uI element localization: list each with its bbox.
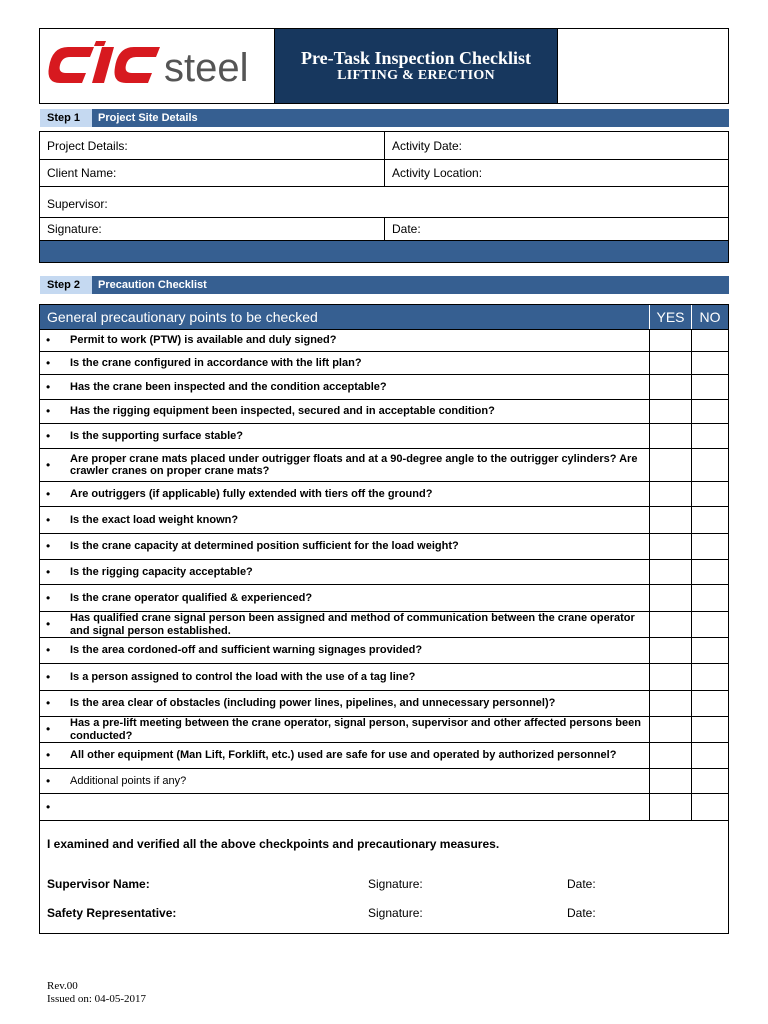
supervisor-date-label[interactable]: Date: <box>567 877 596 891</box>
checklist-rows <box>40 330 728 821</box>
supervisor-field[interactable]: Supervisor: <box>47 197 108 211</box>
bullet-icon: • <box>46 617 51 632</box>
bullet-icon: • <box>46 486 51 501</box>
bullet-icon: • <box>46 379 51 394</box>
checklist-question-text: Is the area cordoned-off and sufficient warning signages provided? <box>70 644 423 657</box>
checklist-row <box>40 612 728 638</box>
yes-checkbox-cell[interactable] <box>649 743 691 768</box>
checklist-question-text: Is the rigging capacity acceptable? <box>70 565 253 578</box>
checklist-question-text: Has the rigging equipment been inspected, secured and in acceptable condition? <box>70 405 495 418</box>
verification-section <box>40 821 728 933</box>
no-checkbox-cell[interactable] <box>691 691 728 716</box>
revision-info <box>47 980 146 1006</box>
checklist-question <box>40 330 649 351</box>
checklist-question-text: Has the crane been inspected and the condition acceptable? <box>70 380 387 393</box>
project-details-field[interactable]: Project Details: <box>40 132 385 159</box>
no-checkbox-cell[interactable] <box>691 375 728 399</box>
project-row-1 <box>40 132 728 160</box>
no-column-header: NO <box>691 305 728 329</box>
checklist-question <box>40 769 649 793</box>
checklist-question-text: Is the exact load weight known? <box>70 513 239 526</box>
bullet-icon: • <box>46 669 51 684</box>
checklist-question-text: Is the crane operator qualified & experienced? <box>70 591 313 604</box>
step2-number: Step 2 <box>40 276 92 294</box>
checklist-row <box>40 330 728 352</box>
yes-checkbox-cell[interactable] <box>649 449 691 481</box>
bullet-icon: • <box>46 457 51 472</box>
yes-checkbox-cell[interactable] <box>649 424 691 448</box>
no-checkbox-cell[interactable] <box>691 612 728 637</box>
project-row-2 <box>40 160 728 187</box>
yes-checkbox-cell[interactable] <box>649 612 691 637</box>
date-field[interactable]: Date: <box>392 222 421 236</box>
checklist-row <box>40 769 728 794</box>
checklist-question-text: Are outriggers (if applicable) fully extended with tiers off the ground? <box>70 487 433 500</box>
checklist-row <box>40 400 728 424</box>
client-name-field[interactable]: Client Name: <box>40 160 385 186</box>
step1-number: Step 1 <box>40 109 92 127</box>
no-checkbox-cell[interactable] <box>691 585 728 611</box>
yes-checkbox-cell[interactable] <box>649 375 691 399</box>
checklist-row <box>40 794 728 821</box>
yes-checkbox-cell[interactable] <box>649 691 691 716</box>
step2-label: Precaution Checklist <box>92 276 729 294</box>
safety-representative-label: Safety Representative: <box>47 906 177 920</box>
yes-checkbox-cell[interactable] <box>649 534 691 559</box>
project-row-4 <box>40 218 728 241</box>
verification-statement: I examined and verified all the above checkpoints and precautionary measures. <box>47 837 500 851</box>
bullet-icon: • <box>46 590 51 605</box>
no-checkbox-cell[interactable] <box>691 743 728 768</box>
bullet-icon: • <box>46 564 51 579</box>
yes-checkbox-cell[interactable] <box>649 482 691 506</box>
checklist-row <box>40 352 728 375</box>
revision-number: Rev.00 <box>47 980 78 992</box>
bullet-icon: • <box>46 799 51 814</box>
no-checkbox-cell[interactable] <box>691 424 728 448</box>
safety-rep-signature-label[interactable]: Signature: <box>368 906 423 920</box>
checklist-question <box>40 449 649 481</box>
checklist-question <box>40 507 649 533</box>
document-subtitle: LIFTING & ERECTION <box>337 68 495 83</box>
yes-checkbox-cell[interactable] <box>649 638 691 663</box>
checklist-question-text: Is the crane configured in accordance with the lift plan? <box>70 356 362 369</box>
no-checkbox-cell[interactable] <box>691 560 728 584</box>
checklist-question-text: All other equipment (Man Lift, Forklift, etc.) used are safe for use and operated by authorized personnel? <box>70 749 617 762</box>
bullet-icon: • <box>46 355 51 370</box>
checklist-question-text: Permit to work (PTW) is available and duly signed? <box>70 334 337 347</box>
checklist-row <box>40 507 728 534</box>
checklist-row <box>40 424 728 449</box>
checklist-question <box>40 560 649 584</box>
no-checkbox-cell[interactable] <box>691 400 728 423</box>
checklist-question <box>40 717 649 742</box>
activity-location-field[interactable]: Activity Location: <box>392 166 483 180</box>
no-checkbox-cell[interactable] <box>691 330 728 351</box>
checklist-question <box>40 400 649 423</box>
checklist-question <box>40 585 649 611</box>
checklist-question <box>40 612 649 637</box>
checklist-row <box>40 449 728 482</box>
no-checkbox-cell[interactable] <box>691 717 728 742</box>
project-blue-row <box>40 241 728 262</box>
yes-checkbox-cell[interactable] <box>649 664 691 690</box>
issued-date: Issued on: 04-05-2017 <box>47 993 146 1005</box>
bullet-icon: • <box>46 428 51 443</box>
checklist-question <box>40 691 649 716</box>
checklist-question <box>40 534 649 559</box>
bullet-icon: • <box>46 722 51 737</box>
company-logo <box>40 29 274 103</box>
yes-checkbox-cell[interactable] <box>649 585 691 611</box>
no-checkbox-cell[interactable] <box>691 449 728 481</box>
no-checkbox-cell[interactable] <box>691 534 728 559</box>
no-checkbox-cell[interactable] <box>691 352 728 374</box>
yes-checkbox-cell[interactable] <box>649 352 691 374</box>
cic-steel-logo-icon <box>46 41 268 91</box>
checklist-question-text: Are proper crane mats placed under outrigger floats and at a 90-degree angle to the outrigger cylinders? Are crawler cranes on proper crane mats? <box>70 452 638 477</box>
svg-text:steel: steel <box>164 46 249 90</box>
yes-checkbox-cell[interactable] <box>649 769 691 793</box>
bullet-icon: • <box>46 748 51 763</box>
checklist-row <box>40 717 728 743</box>
title-block <box>274 29 558 103</box>
checklist-question <box>40 743 649 768</box>
supervisor-signature-label[interactable]: Signature: <box>368 877 423 891</box>
bullet-icon: • <box>46 539 51 554</box>
bullet-icon: • <box>46 404 51 419</box>
checklist-question <box>40 794 649 820</box>
no-checkbox-cell[interactable] <box>691 507 728 533</box>
yes-checkbox-cell[interactable] <box>649 330 691 351</box>
bullet-icon: • <box>46 773 51 788</box>
checklist-row <box>40 691 728 717</box>
checklist-row <box>40 482 728 507</box>
yes-checkbox-cell[interactable] <box>649 507 691 533</box>
no-checkbox-cell[interactable] <box>691 638 728 663</box>
yes-checkbox-cell[interactable] <box>649 717 691 742</box>
header-blank-cell <box>558 29 728 103</box>
checklist-row <box>40 638 728 664</box>
no-checkbox-cell[interactable] <box>691 482 728 506</box>
checklist-question <box>40 664 649 690</box>
yes-column-header: YES <box>649 305 691 329</box>
checklist-row <box>40 585 728 612</box>
checklist-question <box>40 352 649 374</box>
step1-label: Project Site Details <box>92 109 729 127</box>
project-details-table <box>39 131 729 263</box>
bullet-icon: • <box>46 643 51 658</box>
checklist-question <box>40 424 649 448</box>
precaution-checklist-table <box>39 304 729 934</box>
checklist-row <box>40 560 728 585</box>
checklist-question-text: Is a person assigned to control the load with the use of a tag line? <box>70 670 416 683</box>
bullet-icon: • <box>46 333 51 348</box>
document-title: Pre-Task Inspection Checklist <box>300 48 532 68</box>
checklist-question-text: Is the supporting surface stable? <box>70 429 243 442</box>
step2-bar <box>40 276 729 294</box>
checklist-row <box>40 375 728 400</box>
activity-date-field[interactable]: Activity Date: <box>392 138 463 153</box>
no-checkbox-cell[interactable] <box>691 769 728 793</box>
yes-checkbox-cell[interactable] <box>649 560 691 584</box>
no-checkbox-cell[interactable] <box>691 664 728 690</box>
checklist-question <box>40 482 649 506</box>
yes-checkbox-cell[interactable] <box>649 400 691 423</box>
checklist-row <box>40 743 728 769</box>
no-checkbox-cell[interactable] <box>691 794 728 820</box>
checklist-question-text: Is the crane capacity at determined position sufficient for the load weight? <box>70 540 459 553</box>
safety-rep-date-label[interactable]: Date: <box>567 906 596 920</box>
yes-checkbox-cell[interactable] <box>649 794 691 820</box>
document-header <box>39 28 729 104</box>
checklist-question <box>40 638 649 663</box>
bullet-icon: • <box>46 512 51 527</box>
checklist-row <box>40 534 728 560</box>
checklist-question <box>40 375 649 399</box>
step1-bar <box>40 109 729 127</box>
checklist-question-text: Has a pre-lift meeting between the crane operator, signal person, supervisor and other affected persons been conducted? <box>70 717 641 742</box>
supervisor-name-label: Supervisor Name: <box>47 877 150 891</box>
signature-field[interactable]: Signature: <box>40 218 385 240</box>
checklist-question-text: Additional points if any? <box>70 774 187 787</box>
project-row-3 <box>40 187 728 218</box>
checklist-question-text: Is the area clear of obstacles (including power lines, pipelines, and unnecessary personnel)? <box>70 697 556 710</box>
checklist-header: General precautionary points to be checked <box>47 309 318 325</box>
checklist-header-row <box>40 305 728 330</box>
bullet-icon: • <box>46 696 51 711</box>
checklist-question-text: Has qualified crane signal person been assigned and method of communication between the crane operator and signal person established. <box>70 612 635 637</box>
checklist-row <box>40 664 728 691</box>
